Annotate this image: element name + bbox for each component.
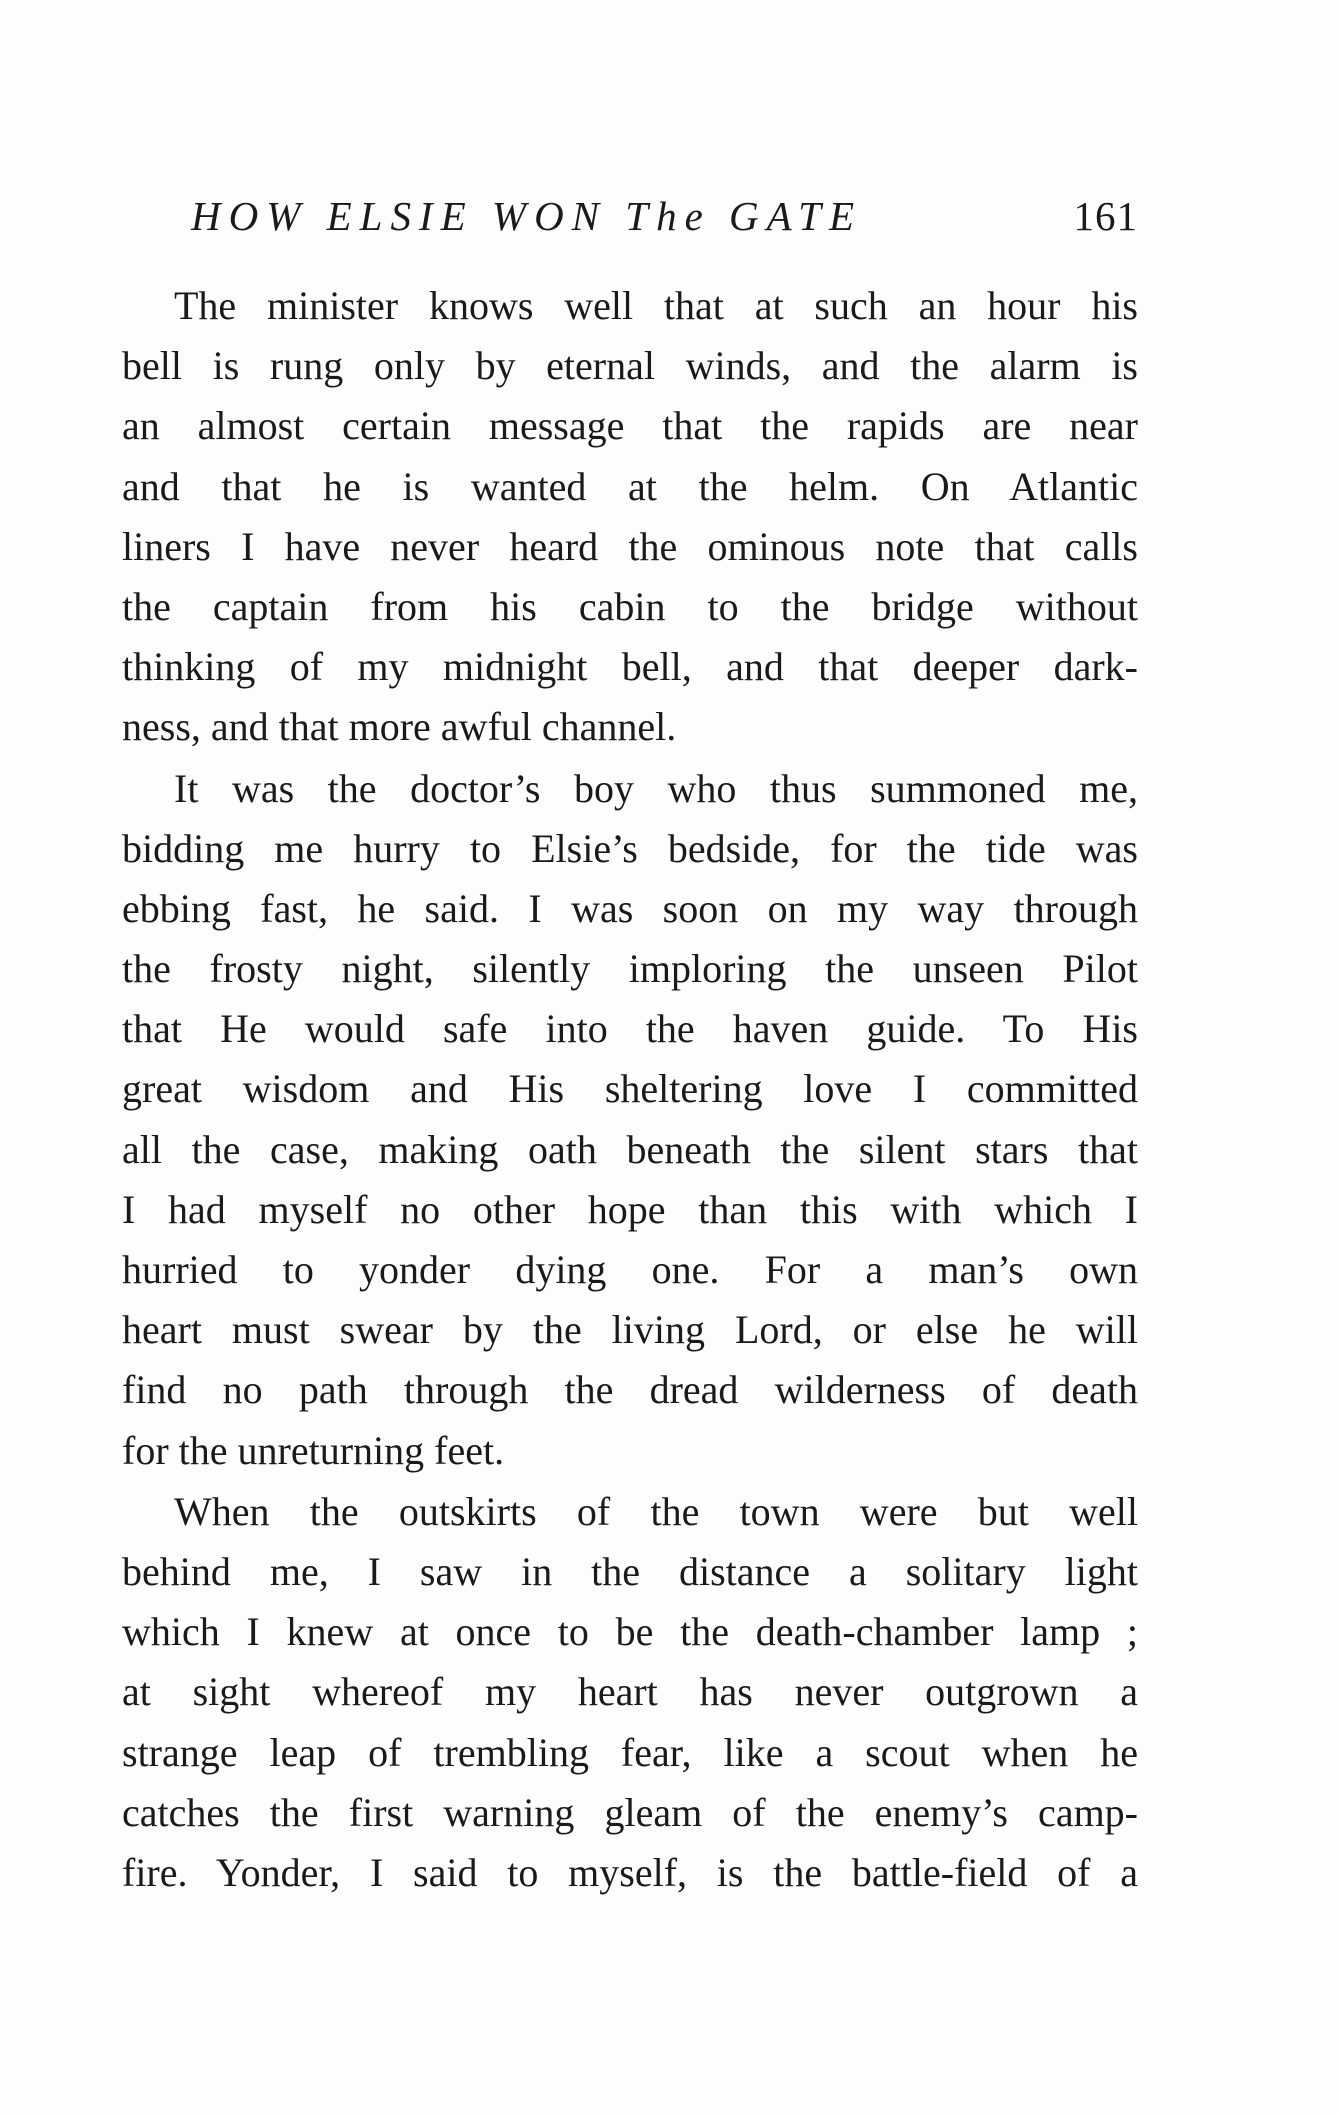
text-line: bell is rung only by eternal winds, and the alarm is (122, 343, 1138, 389)
running-head (191, 192, 1138, 252)
text-line: at sight whereof my heart has never outgrown a (122, 1669, 1138, 1715)
paragraph-2 (122, 759, 1138, 1481)
text-line: find no path through the dread wilderness of death (122, 1367, 1138, 1413)
text-line: bidding me hurry to Elsie’s bedside, for the tide was (122, 825, 1138, 871)
body-text (122, 276, 1138, 1903)
text-line: When the outskirts of the town were but well (174, 1488, 1138, 1534)
text-line: liners I have never heard the ominous note that calls (122, 523, 1138, 569)
text-line: strange leap of trembling fear, like a scout when he (122, 1729, 1138, 1775)
text-line: The minister knows well that at such an hour his (174, 283, 1138, 328)
text-line: the frosty night, silently imploring the unseen Pilot (122, 946, 1138, 992)
paragraph-3 (122, 1482, 1138, 1903)
text-line: great wisdom and His sheltering love I committed (122, 1066, 1138, 1112)
text-line: It was the doctor’s boy who thus summoned me, (174, 765, 1138, 811)
running-title: HOW ELSIE WON The GATE (191, 193, 863, 239)
text-line: hurried to yonder dying one. For a man’s own (122, 1247, 1138, 1292)
text-line: the captain from his cabin to the bridge without (122, 583, 1138, 629)
text-line: thinking of my midnight bell, and that deeper dark- (122, 644, 1138, 690)
paragraph-1 (122, 276, 1138, 758)
text-line: for the unreturning feet. (122, 1427, 505, 1473)
page-number: 161 (1073, 193, 1138, 239)
text-line: heart must swear by the living Lord, or else he will (122, 1307, 1138, 1353)
text-line: all the case, making oath beneath the silent stars that (122, 1126, 1138, 1172)
text-line: that He would safe into the haven guide. To His (122, 1006, 1138, 1052)
text-line: catches the first warning gleam of the enemy’s camp- (122, 1789, 1138, 1835)
text-line: ebbing fast, he said. I was soon on my way through (122, 885, 1138, 931)
text-line: which I knew at once to be the death-chamber lamp ; (122, 1609, 1138, 1655)
text-line: an almost certain message that the rapids are near (122, 403, 1138, 449)
text-line: fire. Yonder, I said to myself, is the battle-field of a (122, 1849, 1138, 1895)
text-line: I had myself no other hope than this with which I (122, 1186, 1138, 1232)
text-line: ness, and that more awful channel. (122, 704, 677, 750)
text-line: behind me, I saw in the distance a solitary light (122, 1548, 1138, 1594)
text-line: and that he is wanted at the helm. On Atlantic (122, 463, 1138, 509)
